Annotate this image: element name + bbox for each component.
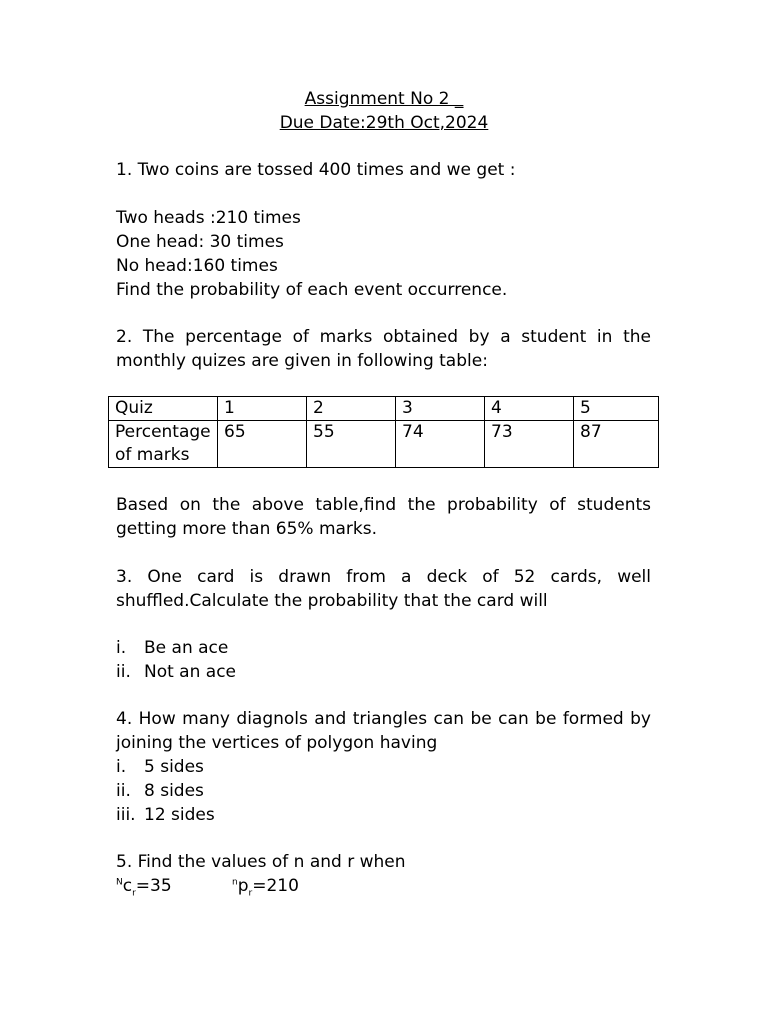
list-item	[116, 779, 651, 803]
question-4	[116, 707, 651, 827]
question-3-options	[116, 636, 651, 684]
table-cell: 73	[485, 421, 574, 468]
list-item	[116, 755, 651, 779]
formula-row	[116, 874, 651, 898]
list-item-text: Be an ace	[144, 638, 229, 658]
question-1	[116, 158, 651, 182]
question-3	[116, 565, 651, 613]
list-item	[116, 803, 651, 827]
outcome-line: No head:160 times	[116, 256, 278, 276]
list-marker: i.	[116, 638, 127, 658]
list-marker: iii.	[116, 805, 136, 825]
table-row	[109, 397, 659, 421]
outcome-line: One head: 30 times	[116, 232, 284, 252]
outcome-line: Two heads :210 times	[116, 208, 301, 228]
table-cell: 3	[396, 397, 485, 421]
due-date: Due Date:29th Oct,2024	[279, 113, 489, 133]
table-cell: 65	[218, 421, 307, 468]
question-5	[116, 850, 651, 898]
list-marker: ii.	[116, 781, 131, 801]
table-cell: 2	[307, 397, 396, 421]
question-2-text: 2. The percentage of marks obtained by a student in the monthly quizes are given in following table:	[116, 327, 651, 371]
question-2	[116, 325, 651, 373]
question-3-text: 3. One card is drawn from a deck of 52 cards, well shuffled.Calculate the probability that the card will	[116, 567, 651, 611]
list-item-text: 5 sides	[144, 757, 204, 777]
assignment-header	[0, 87, 768, 135]
list-item-text: 12 sides	[144, 805, 215, 825]
question-4-text: 4. How many diagnols and triangles can be can be formed by joining the vertices of polygon having	[116, 709, 651, 753]
question-1-outcomes	[116, 206, 651, 302]
table-header-cell: Percentage of marks	[109, 421, 218, 468]
question-2-ask: Based on the above table,find the probability of students getting more than 65% marks.	[116, 495, 651, 539]
table-cell: 1	[218, 397, 307, 421]
permutation-formula: $^np_r=210$	[232, 876, 299, 899]
question-2-ask-block	[116, 493, 651, 541]
table-row	[109, 421, 659, 468]
question-1-ask: Find the probability of each event occurrence.	[116, 280, 508, 300]
table-cell: 87	[574, 421, 659, 468]
question-1-text: 1. Two coins are tossed 400 times and we get :	[116, 160, 516, 180]
list-marker: ii.	[116, 662, 131, 682]
quiz-marks-table	[108, 396, 659, 468]
list-item	[116, 660, 651, 684]
question-5-text: 5. Find the values of n and r when	[116, 852, 406, 872]
list-item-text: 8 sides	[144, 781, 204, 801]
assignment-title: Assignment No 2 _	[304, 89, 464, 109]
table-cell: 5	[574, 397, 659, 421]
table-cell: 74	[396, 421, 485, 468]
combination-formula: $^Nc_r=35$	[116, 876, 172, 899]
list-marker: i.	[116, 757, 127, 777]
table-cell: 4	[485, 397, 574, 421]
list-item	[116, 636, 651, 660]
table-cell: 55	[307, 421, 396, 468]
list-item-text: Not an ace	[144, 662, 237, 682]
table-header-cell: Quiz	[109, 397, 218, 421]
